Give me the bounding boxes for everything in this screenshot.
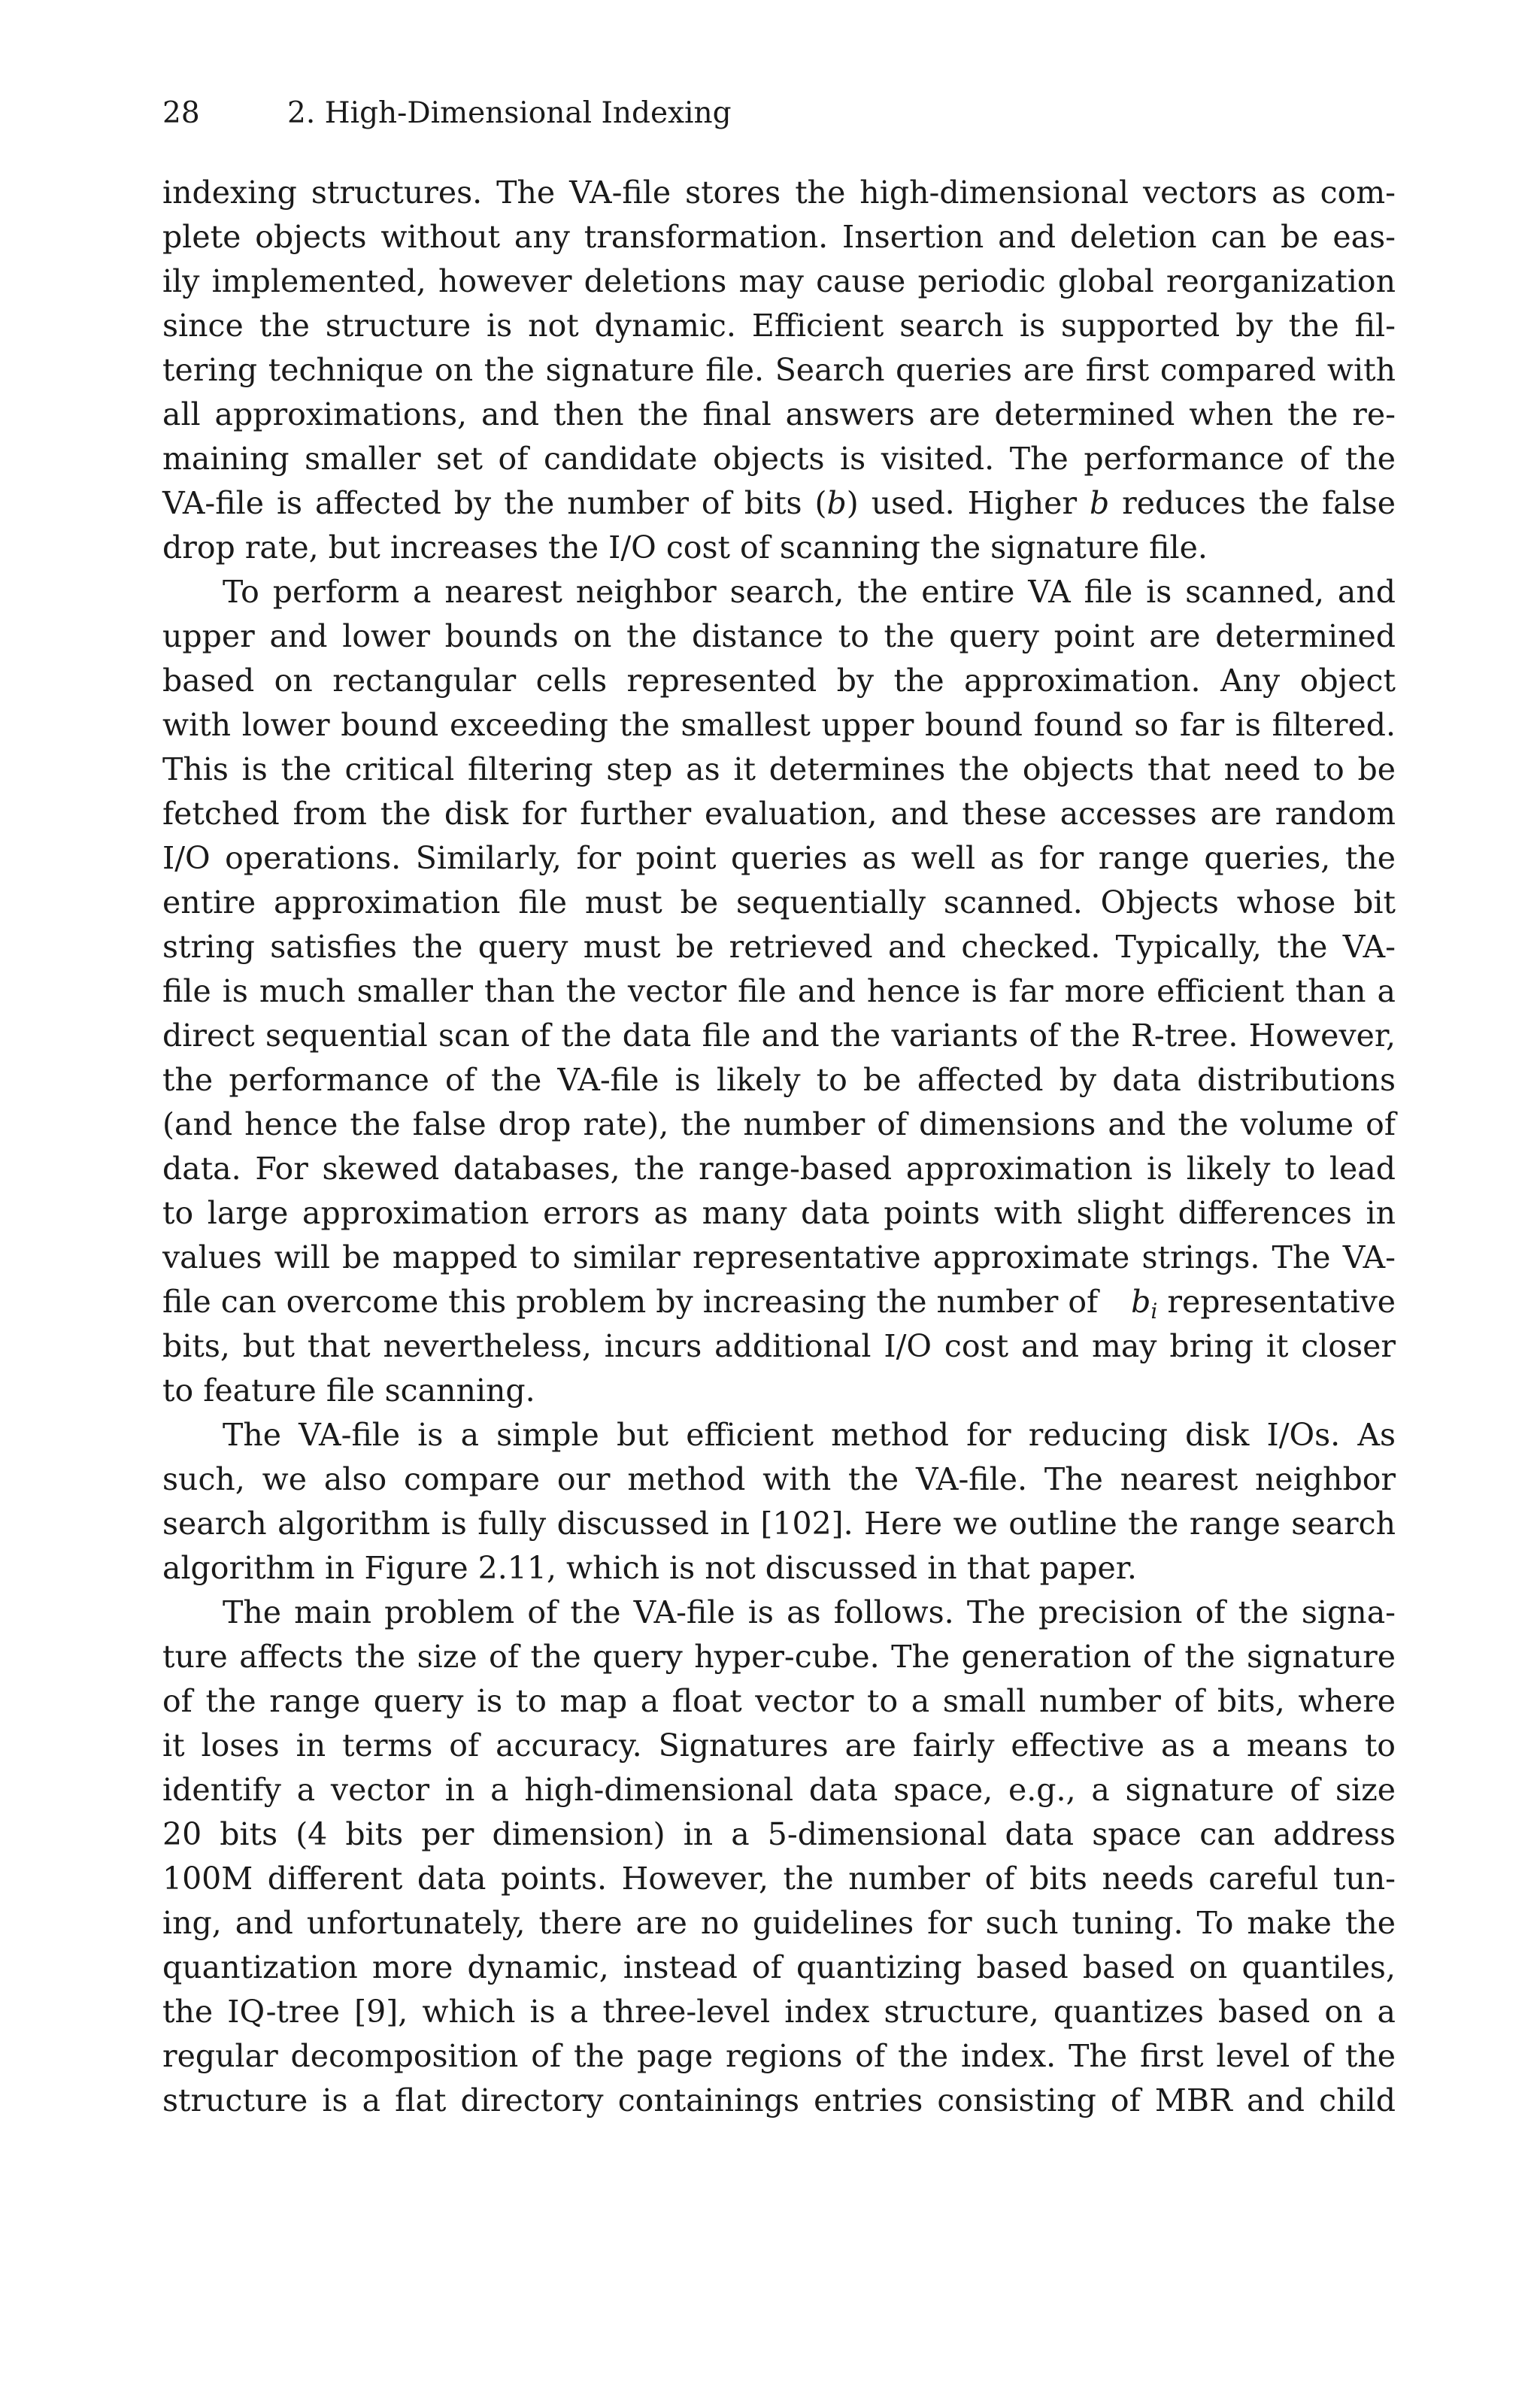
text-line: with lower bound exceeding the smallest upper bound found so far is filtered. bbox=[162, 707, 1396, 743]
text-line: it loses in terms of accuracy. Signatures are fairly effective as a means to bbox=[162, 1727, 1396, 1764]
text-line: I/O operations. Similarly, for point queries as well as for range queries, the bbox=[162, 840, 1396, 876]
page-number: 28 bbox=[162, 96, 200, 130]
text-line: values will be mapped to similar representative approximate strings. The VA- bbox=[162, 1239, 1396, 1275]
text-line: search algorithm is fully discussed in [102]. Here we outline the range search bbox=[162, 1506, 1396, 1542]
text-line: indexing structures. The VA-file stores the high-dimensional vectors as com- bbox=[162, 174, 1396, 211]
text-line: entire approximation file must be sequentially scanned. Objects whose bit bbox=[162, 884, 1396, 920]
paragraph-first-line: The main problem of the VA-file is as follows. The precision of the signa- bbox=[223, 1594, 1396, 1630]
text-line: This is the critical filtering step as it determines the objects that need to be bbox=[162, 751, 1396, 787]
text-line: fetched from the disk for further evaluation, and these accesses are random bbox=[162, 796, 1396, 832]
chapter-title: 2. High-Dimensional Indexing bbox=[287, 96, 732, 130]
text-line: tering technique on the signature file. Search queries are first compared with bbox=[162, 352, 1396, 388]
text-line: file is much smaller than the vector file and hence is far more efficient than a bbox=[162, 973, 1396, 1009]
text-line: direct sequential scan of the data file and the variants of the R-tree. However, bbox=[162, 1017, 1396, 1054]
text-line: regular decomposition of the page regions of the index. The first level of the bbox=[162, 2038, 1396, 2074]
running-head bbox=[162, 95, 732, 132]
text-line: algorithm in Figure 2.11, which is not discussed in that paper. bbox=[162, 1550, 1137, 1586]
text-line: ing, and unfortunately, there are no guidelines for such tuning. To make the bbox=[162, 1905, 1396, 1941]
paragraph-first-line: The VA-file is a simple but efficient method for reducing disk I/Os. As bbox=[223, 1417, 1396, 1453]
text-line: string satisfies the query must be retrieved and checked. Typically, the VA- bbox=[162, 929, 1396, 965]
text-line: ily implemented, however deletions may cause periodic global reorganization bbox=[162, 263, 1396, 299]
text-line: 20 bits (4 bits per dimension) in a 5-dimensional data space can address bbox=[162, 1816, 1396, 1852]
text-line: the performance of the VA-file is likely to be affected by data distributions bbox=[162, 1062, 1396, 1098]
text-line: ture affects the size of the query hyper-cube. The generation of the signature bbox=[162, 1639, 1396, 1675]
text-line: structure is a flat directory containings entries consisting of MBR and child bbox=[162, 2082, 1396, 2118]
text-line: to feature file scanning. bbox=[162, 1372, 535, 1409]
text-line: bits, but that nevertheless, incurs additional I/O cost and may bring it closer bbox=[162, 1328, 1396, 1364]
text-line: VA-file is affected by the number of bits (b) used. Higher b reduces the false bbox=[162, 485, 1396, 521]
text-line: of the range query is to map a float vector to a small number of bits, where bbox=[162, 1683, 1396, 1719]
text-line: maining smaller set of candidate objects is visited. The performance of the bbox=[162, 441, 1396, 477]
text-line: such, we also compare our method with the VA-file. The nearest neighbor bbox=[162, 1461, 1396, 1497]
text-line: based on rectangular cells represented by the approximation. Any object bbox=[162, 663, 1396, 699]
text-line: identify a vector in a high-dimensional data space, e.g., a signature of size bbox=[162, 1772, 1396, 1808]
text-line: to large approximation errors as many data points with slight differences in bbox=[162, 1195, 1396, 1231]
text-line: all approximations, and then the final answers are determined when the re- bbox=[162, 396, 1396, 432]
text-line: data. For skewed databases, the range-based approximation is likely to lead bbox=[162, 1151, 1396, 1187]
text-line: upper and lower bounds on the distance to the query point are determined bbox=[162, 618, 1396, 654]
text-line-with-math bbox=[162, 1279, 1396, 1324]
text-segment: file can overcome this problem by increasing the number of bbox=[162, 1284, 1099, 1320]
text-line: drop rate, but increases the I/O cost of scanning the signature file. bbox=[162, 529, 1208, 566]
text-line: plete objects without any transformation. Insertion and deletion can be eas- bbox=[162, 219, 1396, 255]
paragraph-first-line: To perform a nearest neighbor search, the entire VA file is scanned, and bbox=[223, 574, 1396, 610]
text-line: 100M different data points. However, the number of bits needs careful tun- bbox=[162, 1861, 1396, 1897]
text-line: since the structure is not dynamic. Efficient search is supported by the fil- bbox=[162, 308, 1396, 344]
text-line: quantization more dynamic, instead of quantizing based based on quantiles, bbox=[162, 1949, 1396, 1985]
text-line: the IQ-tree [9], which is a three-level index structure, quantizes based on a bbox=[162, 1994, 1396, 2030]
math-b-sub-i: $b_i$ representative bbox=[1131, 1284, 1396, 1324]
text-line: (and hence the false drop rate), the number of dimensions and the volume of bbox=[162, 1106, 1396, 1142]
